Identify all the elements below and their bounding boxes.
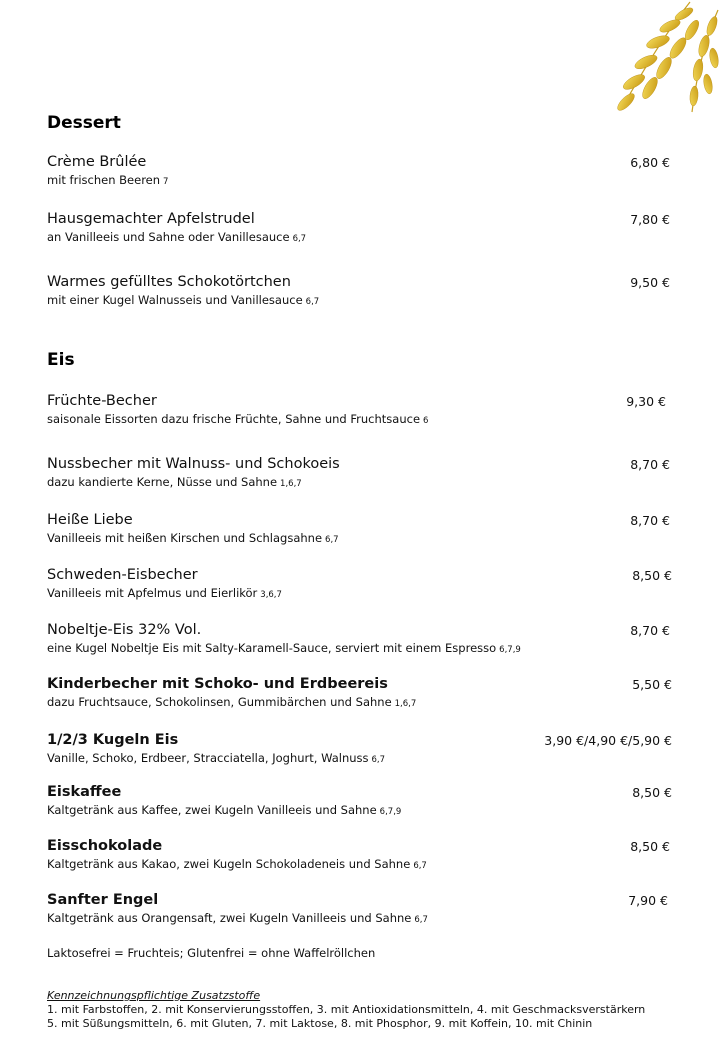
allergen-codes: 6,7 bbox=[413, 861, 427, 871]
item-name: Nussbecher mit Walnuss- und Schokoeis bbox=[47, 456, 340, 472]
item-price: 7,90 € bbox=[628, 893, 668, 908]
item-price: 8,50 € bbox=[632, 785, 672, 800]
menu-item bbox=[47, 567, 672, 600]
item-name: Warmes gefülltes Schokotörtchen bbox=[47, 274, 291, 290]
menu-item bbox=[47, 892, 672, 925]
item-name: Sanfter Engel bbox=[47, 892, 159, 908]
allergen-codes: 6 bbox=[423, 416, 429, 426]
allergen-codes: 1,6,7 bbox=[394, 699, 417, 709]
item-description: Kaltgetränk aus Orangensaft, zwei Kugeln Vanilleeis und Sahne 6,7 bbox=[47, 911, 428, 925]
allergen-codes: 6,7 bbox=[414, 915, 428, 925]
dietary-note: Laktosefrei = Fruchteis; Glutenfrei = ohne Waffelröllchen bbox=[47, 946, 376, 960]
menu-item bbox=[47, 732, 672, 765]
menu-item bbox=[47, 838, 672, 871]
item-name: Kinderbecher mit Schoko- und Erdbeereis bbox=[47, 676, 388, 692]
item-name: Früchte-Becher bbox=[47, 393, 157, 409]
item-name: 1/2/3 Kugeln Eis bbox=[47, 732, 179, 748]
menu-item bbox=[47, 456, 672, 489]
allergen-codes: 1,6,7 bbox=[280, 479, 302, 489]
menu-item bbox=[47, 512, 672, 545]
item-name: Hausgemachter Apfelstrudel bbox=[47, 211, 255, 227]
menu-item bbox=[47, 622, 672, 655]
allergen-codes: 6,7,9 bbox=[379, 807, 402, 817]
allergen-codes: 6,7 bbox=[292, 234, 307, 244]
allergen-codes: 3,6,7 bbox=[260, 590, 282, 600]
item-description: eine Kugel Nobeltje Eis mit Salty-Karamell-Sauce, serviert mit einem Espresso 6,7,9 bbox=[47, 641, 521, 655]
item-price: 8,70 € bbox=[630, 623, 670, 638]
additives-line: 1. mit Farbstoffen, 2. mit Konservierungsstoffen, 3. mit Antioxidationsmitteln, 4. mit Geschmacksverstärkern bbox=[47, 1003, 646, 1016]
allergen-codes: 6,7 bbox=[325, 535, 339, 545]
menu-item bbox=[47, 211, 672, 244]
allergen-codes: 6,7,9 bbox=[499, 645, 521, 655]
item-description: mit frischen Beeren 7 bbox=[47, 173, 169, 187]
item-description: dazu kandierte Kerne, Nüsse und Sahne 1,6,7 bbox=[47, 475, 302, 489]
allergen-codes: 6,7 bbox=[371, 755, 386, 765]
item-name: Nobeltje-Eis 32% Vol. bbox=[47, 622, 202, 638]
item-price: 8,70 € bbox=[630, 513, 670, 528]
item-name: Eisschokolade bbox=[47, 838, 163, 854]
item-price: 8,50 € bbox=[630, 839, 670, 854]
item-price: 9,50 € bbox=[630, 275, 670, 290]
item-description: mit einer Kugel Walnusseis und Vanillesauce 6,7 bbox=[47, 293, 320, 307]
allergen-codes: 7 bbox=[163, 177, 169, 187]
item-price: 7,80 € bbox=[630, 212, 670, 227]
item-price: 8,50 € bbox=[632, 568, 672, 583]
item-name: Heiße Liebe bbox=[47, 512, 133, 528]
menu-item bbox=[47, 784, 672, 817]
item-price: 6,80 € bbox=[630, 155, 670, 170]
item-name: Schweden-Eisbecher bbox=[47, 567, 198, 583]
item-description: Kaltgetränk aus Kaffee, zwei Kugeln Vanilleeis und Sahne 6,7,9 bbox=[47, 803, 402, 817]
item-name: Crème Brûlée bbox=[47, 154, 147, 170]
item-description: Vanilleeis mit Apfelmus und Eierlikör 3,6,7 bbox=[47, 586, 282, 600]
allergen-codes: 6,7 bbox=[305, 297, 320, 307]
section-title-dessert: Dessert bbox=[47, 113, 121, 133]
item-description: saisonale Eissorten dazu frische Früchte, Sahne und Fruchtsauce 6 bbox=[47, 412, 429, 426]
golden-leaves-icon bbox=[600, 0, 720, 118]
item-price: 9,30 € bbox=[626, 394, 666, 409]
additives-line: 5. mit Süßungsmitteln, 6. mit Gluten, 7. mit Laktose, 8. mit Phosphor, 9. mit Koffein, 10. mit Chinin bbox=[47, 1017, 593, 1030]
item-price: 8,70 € bbox=[630, 457, 670, 472]
item-name: Eiskaffee bbox=[47, 784, 122, 800]
section-title-eis: Eis bbox=[47, 350, 75, 370]
additives-footer bbox=[47, 989, 645, 1031]
item-description: Vanilleeis mit heißen Kirschen und Schlagsahne 6,7 bbox=[47, 531, 339, 545]
item-description: an Vanilleeis und Sahne oder Vanillesauce 6,7 bbox=[47, 230, 307, 244]
menu-item bbox=[47, 676, 672, 709]
item-description: dazu Fruchtsauce, Schokolinsen, Gummibärchen und Sahne 1,6,7 bbox=[47, 695, 417, 709]
additives-heading: Kennzeichnungspflichtige Zusatzstoffe bbox=[47, 989, 261, 1002]
item-price: 5,50 € bbox=[632, 677, 672, 692]
item-description: Vanille, Schoko, Erdbeer, Stracciatella, Joghurt, Walnuss 6,7 bbox=[47, 751, 386, 765]
menu-item bbox=[47, 393, 672, 426]
menu-item bbox=[47, 154, 672, 187]
item-price: 3,90 €/4,90 €/5,90 € bbox=[544, 733, 672, 748]
item-description: Kaltgetränk aus Kakao, zwei Kugeln Schokoladeneis und Sahne 6,7 bbox=[47, 857, 427, 871]
menu-item bbox=[47, 274, 672, 307]
